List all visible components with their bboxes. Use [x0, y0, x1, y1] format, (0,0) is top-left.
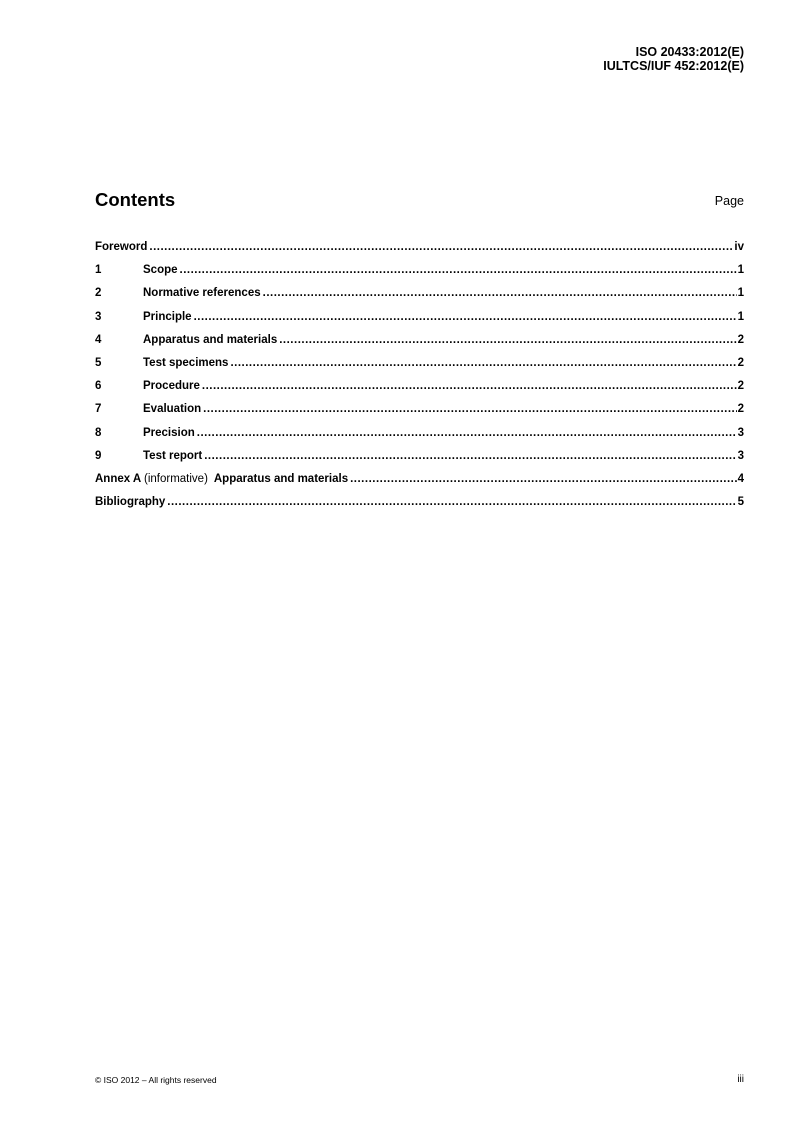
page-column-label: Page	[714, 194, 744, 208]
annex-note: (informative)	[144, 472, 208, 485]
toc-entry-title: Test report	[143, 449, 203, 462]
toc-entry-title: Bibliography	[95, 496, 166, 509]
toc-entry-principle[interactable]	[95, 310, 744, 333]
toc-entry-title: Principle	[143, 310, 192, 323]
toc-entry-page: 2	[737, 333, 744, 346]
toc-entry-scope[interactable]	[95, 263, 744, 286]
toc-entry-number: 7	[95, 403, 102, 416]
toc-entry-number: 8	[95, 426, 102, 439]
toc-entry-foreword[interactable]	[95, 240, 744, 263]
toc-entry-title: Apparatus and materials	[143, 333, 278, 346]
annex-title: Apparatus and materials	[213, 472, 349, 485]
dot-leader	[202, 379, 737, 393]
dot-leader	[167, 495, 736, 509]
toc-entry-title	[95, 472, 348, 486]
toc-entry-page: 3	[737, 426, 744, 439]
toc-entry-procedure[interactable]	[95, 379, 744, 402]
toc-entry-number: 2	[95, 287, 102, 300]
dot-leader	[194, 310, 737, 324]
toc-entry-bibliography[interactable]	[95, 495, 744, 518]
dot-leader	[149, 240, 733, 254]
toc-entry-page: 1	[737, 264, 744, 277]
dot-leader	[197, 426, 737, 440]
toc-entry-title: Test specimens	[143, 356, 229, 369]
toc-entry-number: 5	[95, 356, 102, 369]
standard-id-iultcs: IULTCS/IUF 452:2012(E)	[603, 59, 744, 73]
toc-entry-title: Foreword	[95, 241, 148, 253]
document-identifiers	[603, 45, 744, 73]
toc-entry-title: Scope	[143, 264, 178, 277]
dot-leader	[263, 286, 737, 300]
dot-leader	[279, 333, 736, 347]
toc-entry-annex-a[interactable]	[95, 472, 744, 495]
toc-entry-number: 3	[95, 310, 102, 323]
toc-entry-number: 9	[95, 449, 102, 462]
toc-entry-title: Procedure	[143, 380, 200, 393]
toc-entry-normative-references[interactable]	[95, 286, 744, 309]
toc-entry-page: 2	[737, 356, 744, 369]
standard-id-iso: ISO 20433:2012(E)	[635, 45, 744, 59]
dot-leader	[230, 356, 736, 370]
toc-entry-page: 2	[737, 403, 744, 416]
annex-label: Annex A	[95, 472, 141, 485]
toc-entry-test-report[interactable]	[95, 449, 744, 472]
toc-entry-apparatus-and-materials[interactable]	[95, 333, 744, 356]
toc-entry-precision[interactable]	[95, 426, 744, 449]
table-of-contents	[95, 240, 744, 518]
toc-entry-page: 4	[737, 472, 744, 485]
dot-leader	[204, 449, 736, 463]
toc-entry-page: 1	[737, 310, 744, 323]
toc-entry-number: 6	[95, 380, 102, 393]
toc-entry-title: Evaluation	[143, 403, 202, 416]
dot-leader	[180, 263, 737, 277]
dot-leader	[203, 402, 736, 416]
copyright-notice: © ISO 2012 – All rights reserved	[95, 1075, 217, 1085]
contents-heading: Contents	[95, 189, 176, 210]
toc-entry-page: 5	[737, 496, 744, 509]
toc-entry-title: Precision	[143, 426, 195, 439]
toc-entry-number: 1	[95, 264, 102, 277]
toc-entry-page: 2	[737, 380, 744, 393]
toc-entry-title: Normative references	[143, 287, 261, 300]
page-number: iii	[737, 1074, 744, 1085]
toc-entry-page: 3	[737, 449, 744, 462]
toc-entry-evaluation[interactable]	[95, 402, 744, 425]
toc-entry-page: iv	[734, 241, 744, 253]
toc-entry-number: 4	[95, 333, 102, 346]
toc-entry-test-specimens[interactable]	[95, 356, 744, 379]
toc-entry-page: 1	[737, 287, 744, 300]
dot-leader	[350, 472, 737, 486]
